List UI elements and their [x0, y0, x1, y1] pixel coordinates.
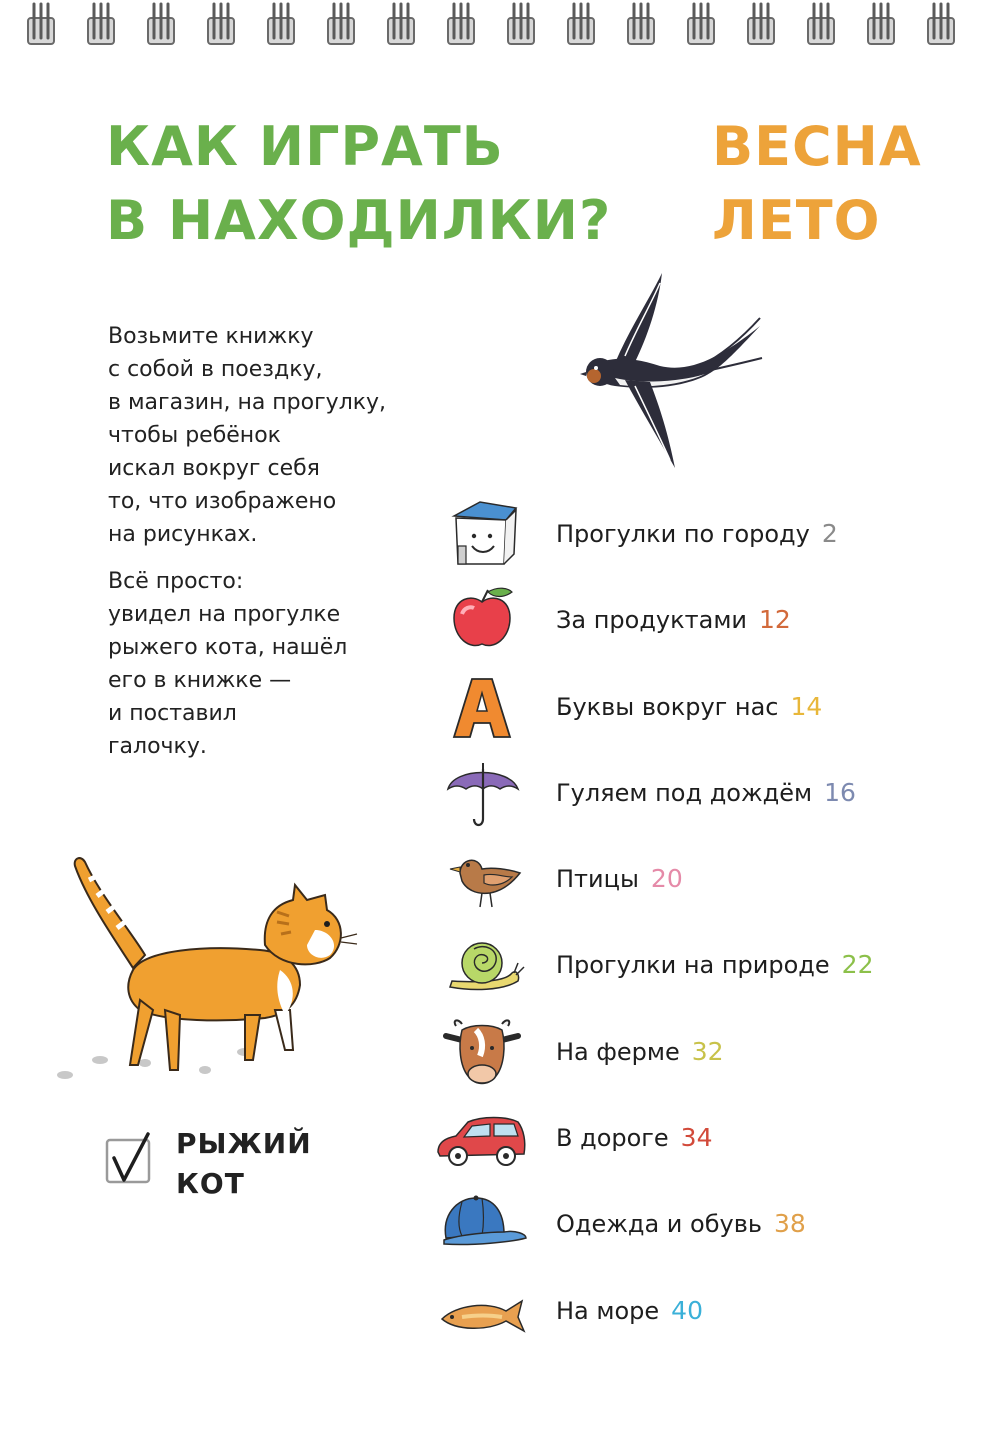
toc-page-number: 20 — [650, 864, 683, 894]
toc-item[interactable] — [432, 663, 972, 749]
toc-page-number: 14 — [790, 691, 823, 721]
checkbox-label-line-1: РЫЖИЙ — [176, 1127, 312, 1160]
toc-entry — [556, 1122, 712, 1154]
binding-ring — [928, 4, 954, 44]
toc-label: Прогулки на природе — [556, 951, 830, 980]
toc-item[interactable] — [432, 1267, 972, 1353]
title-line-1: КАК ИГРАТЬ — [106, 115, 504, 178]
intro-line: с собой в поездку, — [108, 357, 323, 382]
toc-page-number: 2 — [821, 519, 838, 548]
intro-line: в магазин, на прогулку, — [108, 390, 387, 415]
checkbox-icon[interactable] — [104, 1132, 154, 1186]
toc-page-number: 34 — [680, 1123, 713, 1153]
toc-label: На ферме — [556, 1037, 680, 1066]
toc-entry — [556, 1208, 806, 1240]
intro-line: его в книжке — — [108, 668, 292, 693]
toc-page-number: 40 — [671, 1295, 703, 1325]
season-title — [712, 110, 972, 258]
toc-page-number: 22 — [841, 950, 874, 980]
toc-entry — [556, 518, 838, 550]
cow-icon — [432, 1016, 532, 1088]
season-line-1: ВЕСНА — [712, 115, 922, 178]
toc-entry — [556, 691, 822, 723]
intro-line: галочку. — [108, 734, 207, 759]
toc-entry — [556, 863, 683, 895]
toc-label: Прогулки по городу — [556, 520, 810, 548]
toc-page-number: 16 — [824, 777, 856, 807]
toc-entry — [556, 604, 791, 636]
spiral-binding — [0, 0, 1000, 60]
intro-paragraph-2 — [108, 565, 468, 763]
intro-line: на рисунках. — [108, 522, 258, 547]
toc-item[interactable] — [432, 749, 972, 835]
toc-item[interactable] — [432, 1180, 972, 1266]
intro-line: чтобы ребёнок — [108, 423, 281, 448]
ginger-cat-illustration — [45, 850, 365, 1085]
swallow-illustration — [570, 268, 770, 473]
intro-text — [108, 320, 468, 763]
toc-page-number: 32 — [691, 1036, 724, 1066]
intro-line: Всё просто: — [108, 569, 244, 594]
binding-ring — [568, 4, 594, 44]
toc-item[interactable] — [432, 1094, 972, 1180]
binding-ring — [868, 4, 894, 44]
binding-ring — [148, 4, 174, 44]
toc-entry — [556, 1036, 724, 1068]
binding-ring — [448, 4, 474, 44]
snail-icon — [432, 929, 532, 1001]
bird-icon — [432, 843, 532, 915]
toc-item[interactable] — [432, 490, 972, 576]
title-line-2: В НАХОДИЛКИ? — [106, 189, 612, 252]
intro-line: и поставил — [108, 701, 237, 726]
binding-ring — [268, 4, 294, 44]
binding-ring — [208, 4, 234, 44]
checkbox-label — [176, 1124, 376, 1204]
toc-label: Гуляем под дождём — [556, 778, 813, 807]
intro-line: рыжего кота, нашёл — [108, 635, 348, 660]
intro-line: то, что изображено — [108, 489, 337, 514]
toc-entry — [556, 777, 856, 809]
apple-icon — [432, 584, 532, 656]
table-of-contents — [432, 490, 972, 1353]
intro-line: увидел на прогулке — [108, 602, 341, 627]
binding-ring — [28, 4, 54, 44]
toc-label: Буквы вокруг нас — [556, 692, 779, 721]
umbrella-icon — [432, 757, 532, 829]
binding-ring — [808, 4, 834, 44]
intro-line: Возьмите книжку — [108, 324, 314, 349]
house-icon — [432, 498, 532, 570]
intro-line: искал вокруг себя — [108, 456, 320, 481]
toc-item[interactable] — [432, 835, 972, 921]
binding-ring — [88, 4, 114, 44]
car-icon — [432, 1102, 532, 1174]
binding-ring — [388, 4, 414, 44]
binding-ring — [508, 4, 534, 44]
toc-label: Одежда и обувь — [556, 1210, 763, 1239]
toc-label: На море — [556, 1296, 660, 1325]
toc-label: За продуктами — [556, 606, 748, 635]
toc-entry — [556, 949, 873, 981]
toc-label: В дороге — [556, 1124, 669, 1153]
binding-ring — [328, 4, 354, 44]
toc-item[interactable] — [432, 1008, 972, 1094]
letter-a-icon — [432, 671, 532, 743]
toc-entry — [556, 1295, 703, 1327]
intro-paragraph-1 — [108, 320, 468, 551]
cap-icon — [432, 1188, 532, 1260]
checkbox-label-line-2: КОТ — [176, 1167, 245, 1200]
toc-page-number: 12 — [759, 605, 791, 635]
binding-ring — [748, 4, 774, 44]
toc-label: Птицы — [556, 865, 639, 894]
page-title — [106, 110, 666, 258]
toc-page-number: 38 — [774, 1209, 806, 1239]
toc-item[interactable] — [432, 921, 972, 1007]
binding-ring — [628, 4, 654, 44]
binding-ring — [688, 4, 714, 44]
fish-icon — [432, 1275, 532, 1347]
toc-item[interactable] — [432, 576, 972, 662]
season-line-2: ЛЕТО — [712, 189, 881, 252]
